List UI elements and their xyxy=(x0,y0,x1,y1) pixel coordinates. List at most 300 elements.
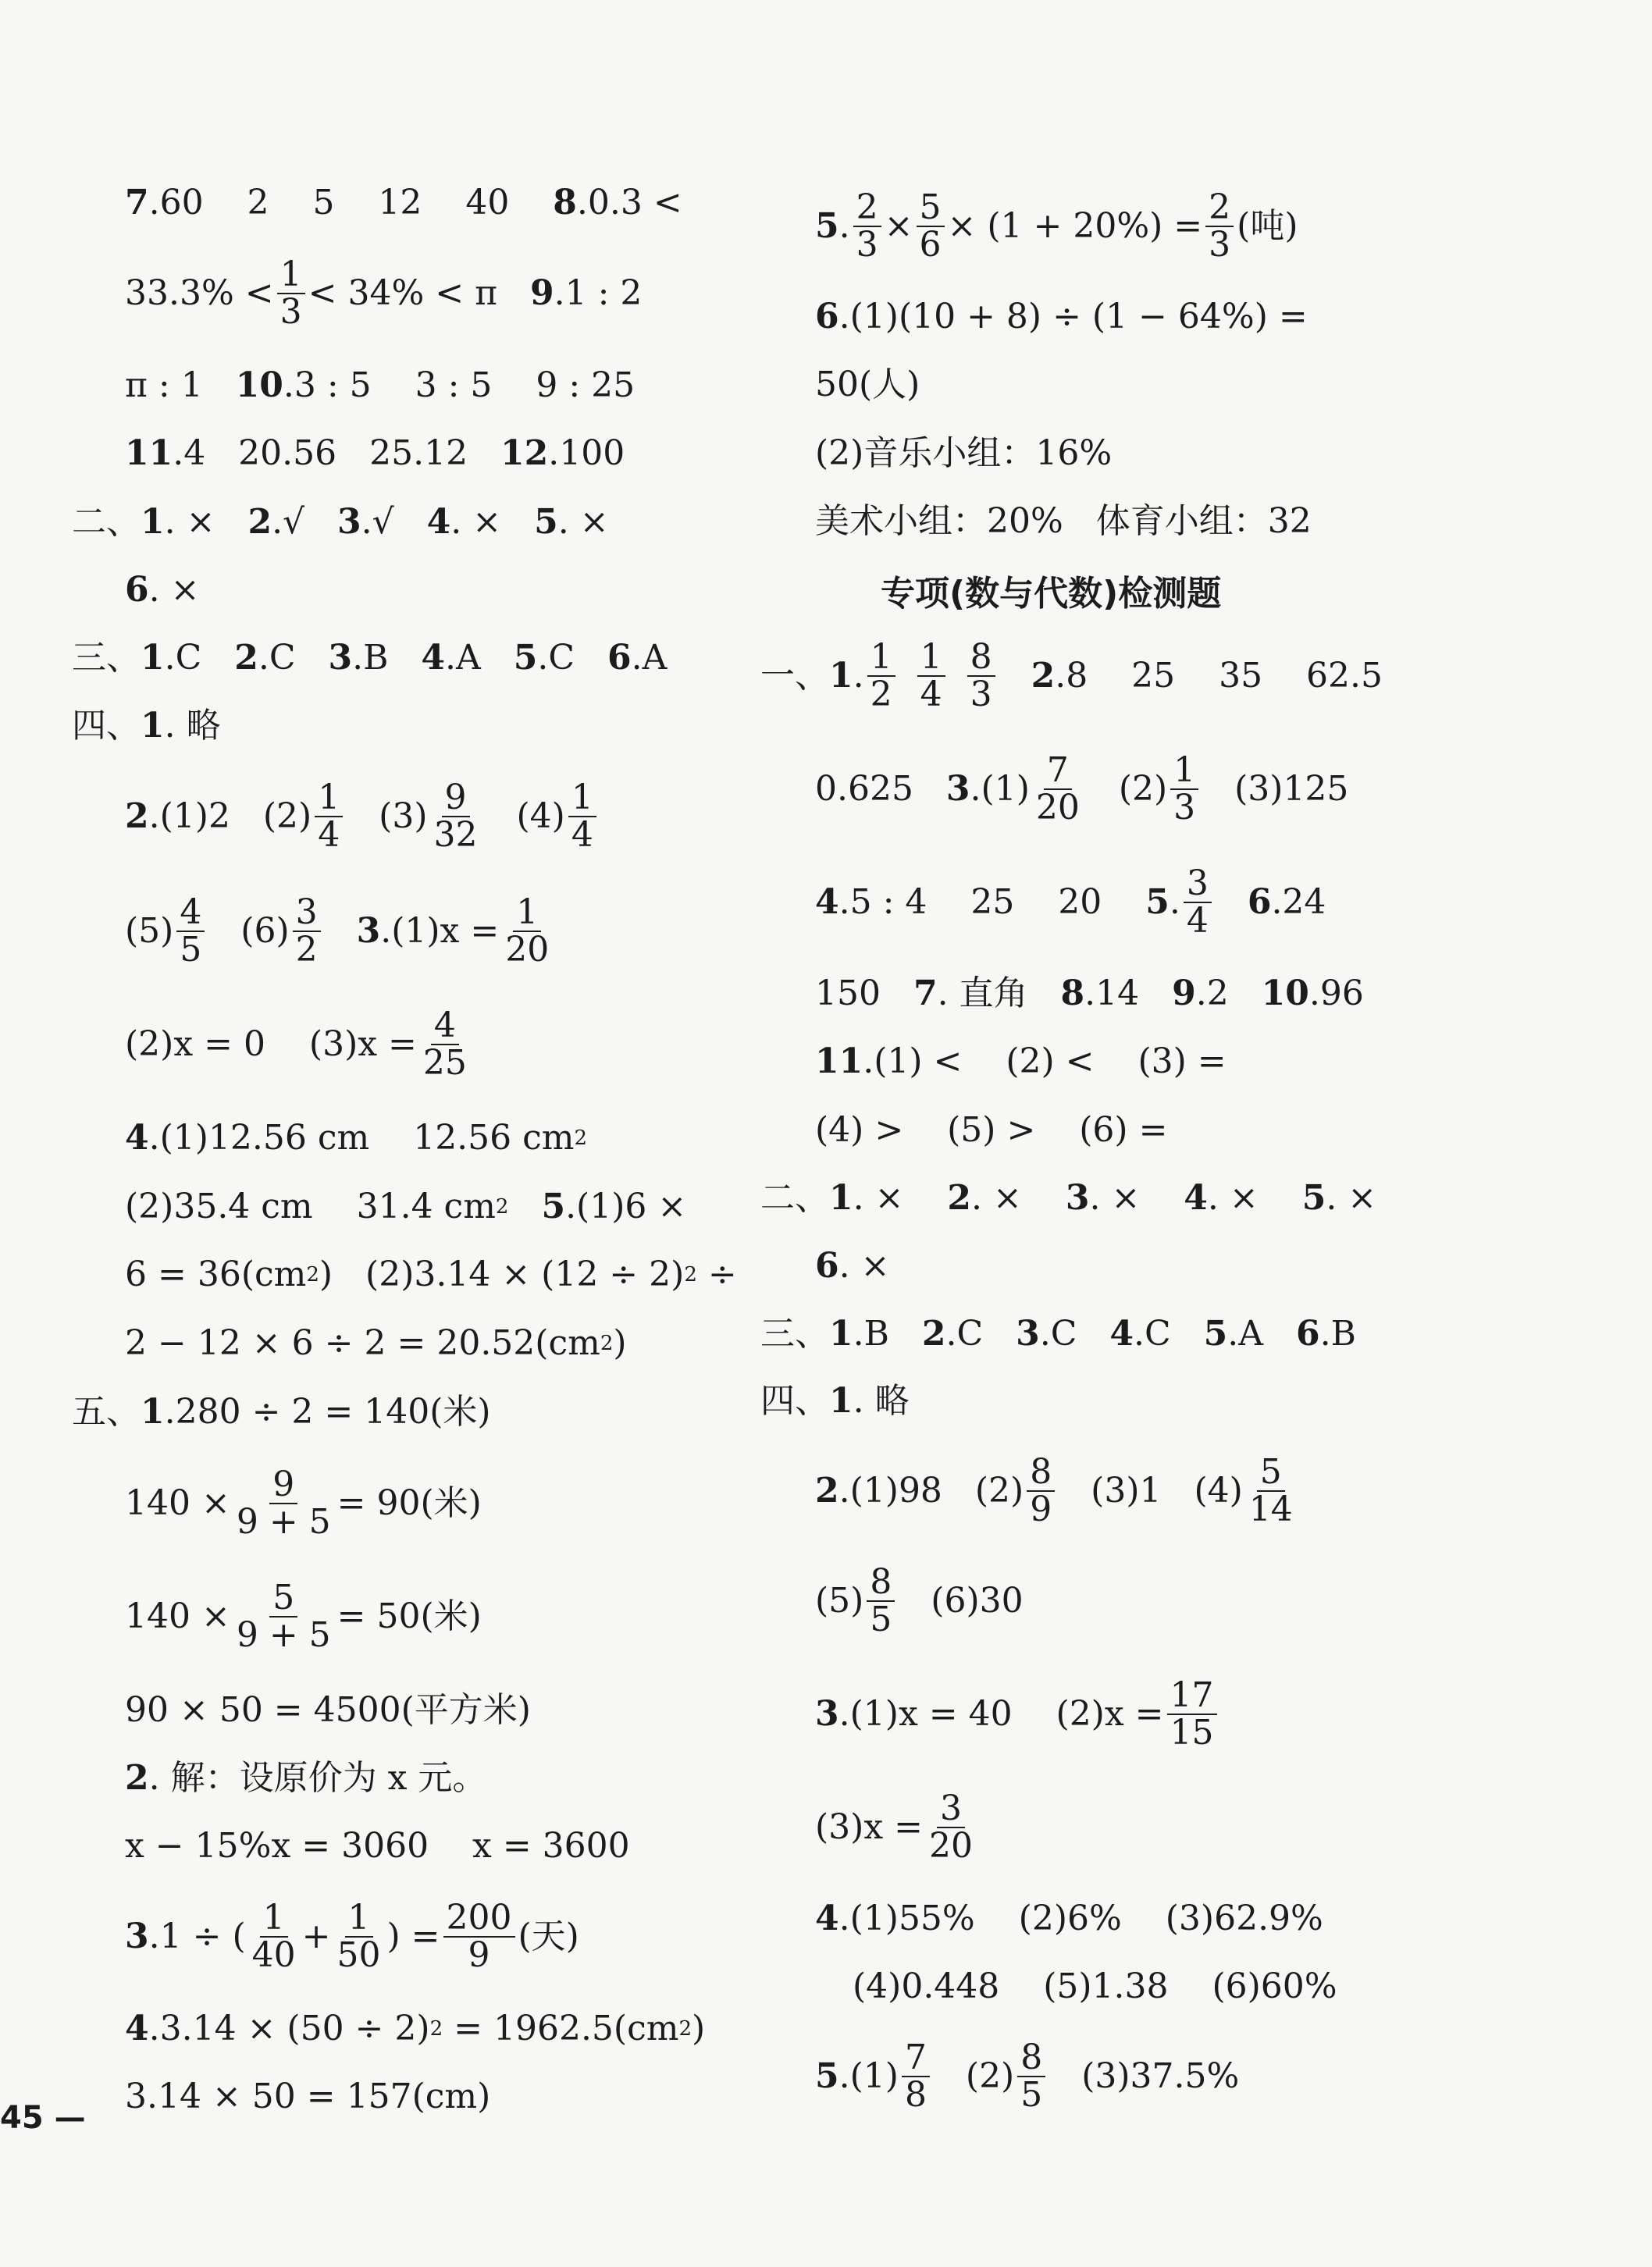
item-number: 2 xyxy=(125,1758,149,1798)
numerator: 1 xyxy=(1170,753,1198,790)
fraction xyxy=(926,1788,976,1866)
item-number: 2 xyxy=(125,796,149,836)
answer-line xyxy=(853,1965,1337,2009)
section-heading: 专项(数与代数)检测题 xyxy=(881,574,1222,614)
denominator: 9 xyxy=(1030,1489,1052,1529)
numerator: 8 xyxy=(967,639,995,677)
answer-text: .24 xyxy=(1271,882,1326,922)
fraction xyxy=(176,891,205,970)
answer-text: .60 2 5 12 40 xyxy=(148,183,554,222)
answer-line xyxy=(72,1390,491,1434)
item-number: 11 xyxy=(125,433,173,473)
answer-line xyxy=(125,364,635,407)
answer-text: (3)1 (4) xyxy=(1058,1471,1243,1511)
answer-text: .(1) xyxy=(838,2056,899,2096)
answer-text: .C xyxy=(258,638,329,678)
numerator: 2 xyxy=(853,190,881,227)
answer-line xyxy=(815,2037,1240,2115)
answer-line xyxy=(815,187,1298,265)
answer-line xyxy=(815,1451,1299,1529)
answer-text: .0.3 < xyxy=(576,183,682,222)
answer-text: (4)0.448 (5)1.38 (6)60% xyxy=(853,1966,1337,2006)
right-column xyxy=(749,0,1652,2267)
numerator: 1 xyxy=(277,257,305,294)
denominator: 9 + 5 xyxy=(236,1615,331,1655)
answer-line xyxy=(760,1379,910,1423)
item-number: 1 xyxy=(829,1381,853,1421)
answer-text: .C xyxy=(1134,1314,1204,1354)
answer-text: . × xyxy=(148,570,200,610)
answer-line xyxy=(815,1109,1167,1152)
answer-text: = 50(米) xyxy=(336,1596,482,1636)
numerator: 2 xyxy=(1205,190,1234,227)
answer-text: 0.625 xyxy=(815,769,946,809)
answer-text: (天) xyxy=(518,1916,579,1956)
answer-text: . × xyxy=(971,1178,1066,1218)
answer-line xyxy=(815,1040,1227,1084)
numerator: 4 xyxy=(431,1008,459,1045)
fraction xyxy=(1167,1674,1217,1753)
fraction xyxy=(334,1897,384,1975)
fraction xyxy=(1184,863,1212,941)
denominator: 14 xyxy=(1248,1489,1293,1529)
denominator: 32 xyxy=(433,815,478,855)
answer-text xyxy=(508,1185,541,1229)
denominator: 15 xyxy=(1170,1713,1214,1753)
item-number: 6 xyxy=(815,297,839,336)
answer-line xyxy=(125,254,643,332)
item-number: 2 xyxy=(247,502,272,542)
item-number: 7 xyxy=(125,183,149,222)
numerator: 3 xyxy=(1184,866,1212,903)
item-number: 10 xyxy=(1261,973,1309,1013)
answer-text: .1 ÷ ( xyxy=(148,1916,246,1956)
answer-text: .3 : 5 3 : 5 9 : 25 xyxy=(283,365,636,405)
answer-text: 140 × xyxy=(125,1596,230,1636)
answer-text: (4) xyxy=(483,796,565,836)
answer-text: (2)35.4 cm 31.4 cm xyxy=(125,1187,496,1226)
denominator: 50 xyxy=(336,1935,381,1975)
item-number: 1 xyxy=(829,1178,853,1218)
answer-text: (4) > (5) > (6) = xyxy=(815,1110,1168,1150)
answer-line: 6 = 36(cm 2 ) (2)3.14 × (12 ÷ 2) 2 ÷ xyxy=(125,1253,737,1297)
fraction xyxy=(917,187,945,265)
answer-line xyxy=(125,1897,579,1975)
answer-text: . xyxy=(853,656,864,696)
answer-text: .C xyxy=(537,638,608,678)
fraction xyxy=(902,2037,930,2115)
item-number: 1 xyxy=(141,638,165,678)
answer-text: .280 ÷ 2 = 140(米) xyxy=(164,1392,491,1432)
item-number: 6 xyxy=(1296,1314,1320,1354)
answer-text: . × xyxy=(557,502,609,542)
answer-text: ÷ xyxy=(696,1255,737,1294)
item-number: 2 xyxy=(947,1178,972,1218)
answer-line xyxy=(125,2075,490,2119)
item-number: 4 xyxy=(1109,1314,1134,1354)
denominator: 20 xyxy=(929,1826,973,1866)
answer-text: (3)125 xyxy=(1202,769,1349,809)
item-number: 3 xyxy=(125,1916,149,1956)
answer-line xyxy=(815,1897,1323,1941)
answer-line xyxy=(815,432,1112,475)
denominator: 25 xyxy=(422,1043,467,1083)
denominator: 9 xyxy=(468,1935,490,1975)
denominator: 3 xyxy=(970,674,992,714)
answer-text: 2 − 12 × 6 ÷ 2 = 20.52(cm xyxy=(125,1323,600,1363)
answer-text: .(1)98 (2) xyxy=(838,1471,1024,1511)
section-label: 四、 xyxy=(760,1381,829,1421)
item-number: 6 xyxy=(1247,882,1272,922)
item-number: 12 xyxy=(500,433,549,473)
section-label: 四、 xyxy=(72,706,141,746)
denominator: 4 xyxy=(1186,901,1209,941)
answer-text: .C xyxy=(164,638,235,678)
answer-text: (2) xyxy=(932,2056,1015,2096)
denominator: 9 + 5 xyxy=(236,1502,331,1542)
numerator: 8 xyxy=(867,1564,895,1602)
numerator: 5 xyxy=(917,190,945,227)
answer-text: + xyxy=(301,1916,331,1956)
answer-text: . × xyxy=(1207,1178,1302,1218)
answer-text: × (1 + 20%) = xyxy=(947,206,1203,246)
item-number: 4 xyxy=(1184,1178,1208,1218)
answer-text: .C xyxy=(945,1314,1016,1354)
answer-text: 90 × 50 = 4500(平方米) xyxy=(125,1690,531,1730)
denominator: 20 xyxy=(1035,788,1080,827)
answer-text: . × xyxy=(1089,1178,1184,1218)
item-number: 1 xyxy=(829,1314,853,1354)
item-number: 6 xyxy=(607,638,632,678)
numerator: 17 xyxy=(1167,1678,1217,1715)
fraction xyxy=(1170,749,1198,827)
numerator: 4 xyxy=(176,895,205,932)
denominator: 6 xyxy=(919,225,942,265)
answer-text xyxy=(324,909,357,953)
item-number: 4 xyxy=(421,638,446,678)
item-number: 8 xyxy=(553,183,577,222)
answer-text: π : 1 xyxy=(125,365,236,405)
denominator: 5 xyxy=(180,930,202,970)
answer-text: .B xyxy=(352,638,422,678)
answer-text: 150 xyxy=(815,973,913,1013)
answer-line xyxy=(760,1312,1356,1356)
answer-text xyxy=(1215,881,1248,924)
answer-text: . × xyxy=(164,502,248,542)
answer-text: (5) xyxy=(815,1581,864,1621)
item-number: 5 xyxy=(513,638,538,678)
answer-line xyxy=(815,295,1308,339)
answer-text: (2) xyxy=(1085,769,1168,809)
answer-text: = 1962.5(cm xyxy=(443,2009,679,2048)
answer-text: 美术小组：20% 体育小组：32 xyxy=(815,501,1312,541)
answer-line xyxy=(815,1244,889,1288)
item-number: 5 xyxy=(541,1187,566,1226)
item-number: 1 xyxy=(141,706,165,746)
item-number: 1 xyxy=(141,1392,165,1432)
item-number: 5 xyxy=(1145,882,1170,922)
item-number: 5 xyxy=(1301,1178,1326,1218)
answer-line xyxy=(125,1689,531,1732)
section-label: 二、 xyxy=(72,502,141,542)
numerator: 7 xyxy=(902,2040,930,2077)
numerator: 3 xyxy=(937,1791,965,1828)
denominator: 3 xyxy=(279,292,302,332)
answer-text: .(1)2 (2) xyxy=(148,796,312,836)
answer-line xyxy=(815,500,1312,543)
answer-text: .(1)x = 40 (2)x = xyxy=(838,1694,1164,1734)
answer-text: .B xyxy=(853,1314,922,1354)
answer-line: (2)35.4 cm 31.4 cm 2 5 .(1)6 × xyxy=(125,1185,686,1229)
answer-line xyxy=(125,1005,473,1083)
numerator: 1 xyxy=(568,780,596,817)
answer-text: . xyxy=(1169,882,1180,922)
answer-text: .8 25 35 62.5 xyxy=(1055,656,1383,696)
fraction xyxy=(1017,2037,1045,2115)
item-number: 8 xyxy=(1060,973,1085,1013)
item-number: 5 xyxy=(1203,1314,1228,1354)
answer-text: 50(人) xyxy=(815,365,920,404)
answer-text: (2)音乐小组：16% xyxy=(815,433,1113,473)
denominator: 40 xyxy=(251,1935,296,1975)
fraction xyxy=(967,636,995,714)
answer-text: (2)x = 0 (3)x = xyxy=(125,1024,417,1064)
answer-text: . × xyxy=(450,502,535,542)
answer-text: .(1)55% (2)6% (3)62.9% xyxy=(838,1899,1323,1938)
answer-text: .B xyxy=(1319,1314,1356,1354)
answer-text: .C xyxy=(1039,1314,1110,1354)
answer-text: (吨) xyxy=(1237,206,1298,246)
answer-text: . × xyxy=(838,1246,890,1286)
answer-text: x − 15%x = 3060 x = 3600 xyxy=(125,1826,630,1866)
denominator: 20 xyxy=(505,930,550,970)
answer-line: 4 .3.14 × (50 ÷ 2) 2 = 1962.5(cm 2 ) xyxy=(125,2007,705,2051)
answer-line xyxy=(72,704,221,748)
section-label: 二、 xyxy=(760,1178,829,1218)
numerator: 8 xyxy=(1017,2040,1045,2077)
item-number: 4 xyxy=(815,882,839,922)
fraction xyxy=(1027,1451,1055,1529)
answer-line xyxy=(815,972,1364,1016)
answer-line xyxy=(72,636,667,680)
item-number: 5 xyxy=(815,206,839,246)
item-number: 11 xyxy=(815,1041,863,1081)
denominator: 3 xyxy=(1209,225,1231,265)
answer-line: 4 .(1)12.56 cm 12.56 cm 2 xyxy=(125,1116,587,1160)
answer-text: . 略 xyxy=(164,706,221,746)
answer-line: 2 − 12 × 6 ÷ 2 = 20.52(cm 2 ) xyxy=(125,1322,627,1365)
item-number: 9 xyxy=(1172,973,1196,1013)
denominator: 3 xyxy=(1173,788,1196,827)
numerator: 5 xyxy=(269,1580,297,1618)
answer-line xyxy=(760,636,1383,714)
answer-text: = 90(米) xyxy=(336,1483,482,1523)
answer-text: (6) xyxy=(208,911,290,951)
denominator: 2 xyxy=(295,930,318,970)
item-number: 3 xyxy=(945,769,970,809)
answer-text: . 略 xyxy=(853,1381,910,1421)
numerator: 1 xyxy=(867,639,895,677)
answer-text: .A xyxy=(631,638,668,678)
numerator: 1 xyxy=(315,780,343,817)
item-number: 3 xyxy=(328,638,353,678)
answer-text: .96 xyxy=(1308,973,1364,1013)
fraction xyxy=(420,1005,470,1083)
denominator: 5 xyxy=(1020,2075,1043,2115)
fraction xyxy=(1033,749,1083,827)
fraction xyxy=(502,891,552,970)
item-number: 4 xyxy=(815,1899,839,1938)
fraction xyxy=(853,187,881,265)
answer-text: .√ xyxy=(272,502,338,542)
denominator: 5 xyxy=(870,1600,892,1639)
answer-text: ) xyxy=(692,2009,706,2048)
numerator: 200 xyxy=(443,1900,515,1938)
section-label: 五、 xyxy=(72,1392,141,1432)
item-number: 9 xyxy=(530,273,554,313)
answer-text: . × xyxy=(853,1178,948,1218)
fraction xyxy=(293,891,321,970)
answer-text: .100 xyxy=(548,433,625,473)
item-number: 3 xyxy=(337,502,361,542)
answer-line xyxy=(125,568,199,612)
item-number: 4 xyxy=(426,502,451,542)
denominator: 4 xyxy=(571,815,593,855)
answer-text: . xyxy=(838,206,850,246)
fraction xyxy=(917,636,945,714)
answer-text: .2 xyxy=(1195,973,1262,1013)
answer-text: .(1) < (2) < (3) = xyxy=(863,1041,1227,1081)
section-label: 三、 xyxy=(760,1314,829,1354)
answer-text: .(1)(10 + 8) ÷ (1 − 64%) = xyxy=(838,297,1308,336)
section-label: 三、 xyxy=(72,638,141,678)
answer-text: (5) xyxy=(125,911,174,951)
denominator: 4 xyxy=(920,674,942,714)
answer-line xyxy=(125,432,625,475)
numerator: 1 xyxy=(513,895,541,932)
answer-line xyxy=(72,500,609,544)
answer-text: .14 xyxy=(1084,973,1173,1013)
numerator: 1 xyxy=(917,639,945,677)
answer-text: .1 : 2 xyxy=(554,273,643,313)
numerator: 9 xyxy=(269,1467,297,1504)
answer-line xyxy=(125,1756,486,1800)
answer-text: 33.3% < xyxy=(125,273,274,313)
item-number: 5 xyxy=(815,2056,839,2096)
denominator: 8 xyxy=(904,2075,927,2115)
numerator: 8 xyxy=(1027,1454,1055,1492)
answer-text: < 34% < π xyxy=(308,273,531,313)
answer-text: .(1)12.56 cm 12.56 cm xyxy=(148,1118,575,1158)
answer-text: .4 20.56 25.12 xyxy=(173,433,501,473)
numerator: 3 xyxy=(293,895,321,932)
left-column xyxy=(0,0,781,2267)
item-number: 10 xyxy=(235,365,283,405)
item-number: 4 xyxy=(125,2009,149,2048)
fraction xyxy=(1246,1451,1296,1529)
answer-text: .(1)6 × xyxy=(565,1187,687,1226)
item-number: 2 xyxy=(1031,656,1056,696)
item-number: 6 xyxy=(125,570,149,610)
answer-line xyxy=(815,749,1349,827)
item-number: 2 xyxy=(234,638,258,678)
answer-text: ) = xyxy=(386,1916,440,1956)
item-number: 3 xyxy=(356,911,381,951)
answer-text: .5 : 4 25 20 xyxy=(838,882,1146,922)
fraction xyxy=(249,1897,299,1975)
item-number: 1 xyxy=(141,502,165,542)
fraction xyxy=(233,1577,334,1655)
answer-text xyxy=(999,654,1031,698)
fraction xyxy=(233,1464,334,1542)
item-number: 2 xyxy=(815,1471,839,1511)
fraction xyxy=(431,777,481,855)
answer-text: .√ xyxy=(361,502,427,542)
answer-line xyxy=(125,891,555,970)
fraction xyxy=(568,777,596,855)
answer-text: .(1)x = xyxy=(380,911,500,951)
fraction xyxy=(315,777,343,855)
answer-text: (3)37.5% xyxy=(1049,2056,1240,2096)
answer-text: ) xyxy=(613,1323,627,1363)
denominator: 3 xyxy=(856,225,878,265)
answer-text: (6)30 xyxy=(898,1581,1024,1621)
item-number: 3 xyxy=(1065,1178,1090,1218)
item-number: 4 xyxy=(125,1118,149,1158)
answer-text: .(1) xyxy=(970,769,1030,809)
answer-text: × xyxy=(884,206,913,246)
fraction xyxy=(277,254,305,332)
answer-line xyxy=(760,1176,1376,1220)
answer-text: .A xyxy=(1227,1314,1297,1354)
item-number: 2 xyxy=(921,1314,946,1354)
answer-text: 3.14 × 50 = 157(cm) xyxy=(125,2077,491,2116)
page-number: 45 — xyxy=(0,2100,86,2136)
item-number: 3 xyxy=(1016,1314,1040,1354)
answer-line xyxy=(815,363,920,407)
item-number: 7 xyxy=(913,973,938,1013)
answer-line xyxy=(815,1561,1024,1639)
answer-text: .A xyxy=(445,638,514,678)
answer-line xyxy=(815,863,1326,941)
answer-text: . × xyxy=(1326,1178,1377,1218)
answer-text: ) (2)3.14 × (12 ÷ 2) xyxy=(319,1255,685,1294)
answer-line xyxy=(815,1674,1220,1753)
section-label: 一、 xyxy=(760,656,829,696)
fraction xyxy=(1205,187,1234,265)
answer-line xyxy=(125,1577,482,1655)
numerator: 9 xyxy=(442,780,470,817)
answer-text: . 解：设原价为 x 元。 xyxy=(148,1758,487,1798)
denominator: 4 xyxy=(318,815,340,855)
item-number: 1 xyxy=(829,656,853,696)
numerator: 7 xyxy=(1044,753,1072,790)
item-number: 5 xyxy=(534,502,558,542)
fraction xyxy=(867,636,895,714)
answer-text: (3) xyxy=(346,796,428,836)
denominator: 2 xyxy=(870,674,892,714)
answer-text: 140 × xyxy=(125,1483,230,1523)
item-number: 6 xyxy=(815,1246,839,1286)
numerator: 5 xyxy=(1257,1454,1285,1492)
answer-line xyxy=(125,181,682,225)
numerator: 1 xyxy=(345,1900,373,1938)
fraction xyxy=(443,1897,515,1975)
answer-line xyxy=(125,1464,482,1542)
answer-line xyxy=(125,1824,630,1868)
answer-line xyxy=(125,777,600,855)
item-number: 3 xyxy=(815,1694,839,1734)
